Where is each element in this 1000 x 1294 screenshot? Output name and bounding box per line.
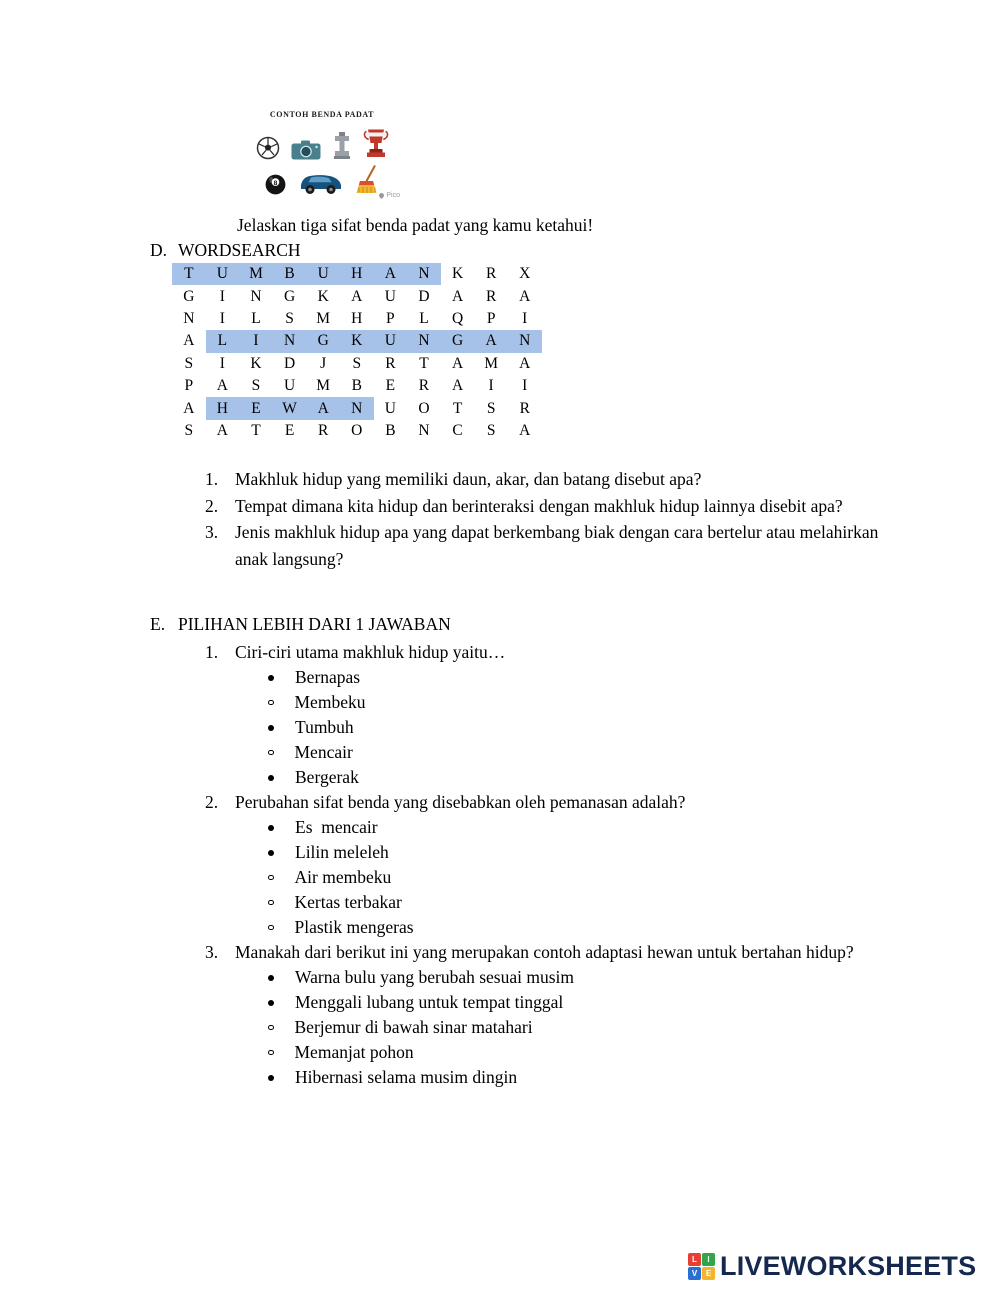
wordsearch-grid — [172, 263, 542, 442]
wordsearch-cell[interactable]: A — [474, 330, 508, 352]
wordsearch-cell[interactable]: L — [251, 309, 261, 327]
watermark-text: Pico — [386, 192, 400, 199]
question-item — [205, 493, 895, 520]
option-label: Lilin meleleh — [295, 842, 389, 862]
wordsearch-cell[interactable]: A — [183, 399, 195, 417]
option-label: Plastik mengeras — [294, 917, 414, 937]
wordsearch-cell[interactable]: B — [351, 377, 362, 395]
wordsearch-cell[interactable]: M — [316, 377, 331, 395]
wordsearch-cell[interactable]: H — [351, 309, 363, 327]
wordsearch-cell[interactable]: I — [522, 309, 528, 327]
wordsearch-row — [172, 397, 542, 419]
open-bullet-icon[interactable] — [268, 900, 274, 906]
choice-option[interactable] — [268, 690, 925, 715]
wordsearch-cell[interactable]: I — [488, 377, 494, 395]
option-label: Hibernasi selama musim dingin — [295, 1067, 518, 1087]
wordsearch-cell[interactable]: R — [519, 399, 530, 417]
wordsearch-cell[interactable]: O — [351, 421, 363, 439]
question-text: Makhluk hidup yang memiliki daun, akar, dan batang disebut apa? — [235, 469, 702, 489]
choice-option[interactable] — [268, 765, 925, 790]
wordsearch-cell[interactable]: W — [273, 397, 307, 419]
wordsearch-cell[interactable]: R — [418, 377, 430, 395]
question-item — [205, 466, 895, 493]
wordsearch-cell[interactable]: O — [418, 399, 430, 417]
brand-name: LIVEWORKSHEETS — [720, 1251, 977, 1281]
wordsearch-cell[interactable]: I — [239, 330, 273, 352]
logo-tile: V — [688, 1267, 701, 1280]
question-number: 1. — [205, 469, 219, 489]
wordsearch-cell[interactable]: T — [452, 399, 463, 417]
wordsearch-cell[interactable]: I — [219, 354, 225, 372]
wordsearch-cell[interactable]: A — [451, 354, 464, 372]
choice-option[interactable] — [268, 1065, 925, 1090]
wordsearch-cell[interactable]: N — [407, 263, 441, 285]
choice-question-row — [205, 640, 925, 665]
logo-tile: L — [688, 1253, 701, 1266]
wordsearch-cell[interactable]: A — [351, 287, 363, 305]
wordsearch-cell[interactable]: S — [352, 354, 362, 372]
choice-option[interactable] — [268, 915, 925, 940]
choice-option[interactable] — [268, 1015, 925, 1040]
wordsearch-cell[interactable]: H — [340, 263, 374, 285]
liveworksheets-logo — [688, 1253, 715, 1280]
choice-question — [205, 790, 925, 940]
wordsearch-cell[interactable]: A — [216, 377, 228, 395]
section-d-label: D. — [150, 240, 168, 260]
wordsearch-cell[interactable]: N — [407, 330, 441, 352]
question-number: 3. — [205, 522, 219, 542]
wordsearch-cell[interactable]: M — [484, 354, 499, 372]
wordsearch-cell[interactable]: U — [384, 399, 396, 417]
filled-bullet-icon[interactable] — [268, 1000, 274, 1006]
wordsearch-cell[interactable]: J — [320, 354, 327, 372]
logo-tile: E — [702, 1267, 715, 1280]
open-bullet-icon[interactable] — [268, 1025, 274, 1031]
section-e-title: PILIHAN LEBIH DARI 1 JAWABAN — [178, 614, 451, 634]
wordsearch-cell[interactable]: A — [183, 332, 195, 350]
choice-option[interactable] — [268, 990, 925, 1015]
choice-option[interactable] — [268, 890, 925, 915]
wordsearch-cell[interactable]: X — [519, 265, 531, 283]
section-d-heading — [150, 240, 301, 261]
wordsearch-cell[interactable]: I — [219, 309, 225, 327]
section-e-heading — [150, 614, 451, 635]
wordsearch-row — [172, 285, 542, 307]
wordsearch-cell[interactable]: B — [273, 263, 307, 285]
section-e-label: E. — [150, 614, 166, 634]
wordsearch-cell[interactable]: L — [419, 309, 429, 327]
billiard-8-ball-icon — [265, 174, 286, 195]
option-label: Tumbuh — [295, 717, 354, 737]
wordsearch-cell[interactable]: C — [452, 421, 463, 439]
wordsearch-cell[interactable]: I — [522, 377, 528, 395]
wordsearch-cell[interactable]: A — [306, 397, 340, 419]
wordsearch-cell[interactable]: N — [508, 330, 542, 352]
wordsearch-cell[interactable]: H — [206, 397, 240, 419]
intro-question: Jelaskan tiga sifat benda padat yang kamu ketahui! — [237, 215, 594, 235]
wordsearch-cell[interactable]: A — [451, 377, 464, 395]
choice-option[interactable] — [268, 815, 925, 840]
wordsearch-cell[interactable]: B — [385, 421, 396, 439]
image-watermark — [379, 192, 400, 199]
open-bullet-icon[interactable] — [268, 1050, 274, 1056]
wordsearch-cell[interactable]: U — [283, 377, 296, 395]
wordsearch-cell[interactable]: N — [250, 287, 262, 305]
wordsearch-cell[interactable]: S — [251, 377, 261, 395]
logo-tile: I — [702, 1253, 715, 1266]
wordsearch-cell[interactable]: R — [318, 421, 329, 439]
filled-bullet-icon[interactable] — [268, 775, 274, 781]
wordsearch-cell[interactable]: A — [519, 287, 531, 305]
filled-bullet-icon[interactable] — [268, 725, 274, 731]
question-number: 2. — [205, 495, 219, 516]
filled-bullet-icon[interactable] — [268, 1075, 274, 1081]
wordsearch-cell[interactable]: N — [183, 309, 195, 327]
wordsearch-cell[interactable]: M — [316, 309, 331, 327]
wordsearch-cell[interactable]: R — [385, 354, 396, 372]
svg-text:8: 8 — [273, 179, 277, 187]
question-item — [205, 519, 895, 572]
wordsearch-cell[interactable]: S — [184, 354, 194, 372]
choice-options — [205, 815, 925, 940]
open-bullet-icon[interactable] — [268, 925, 274, 931]
choice-option[interactable] — [268, 840, 925, 865]
wordsearch-row — [172, 420, 542, 442]
choice-options — [205, 665, 925, 790]
wordsearch-cell[interactable]: U — [306, 263, 340, 285]
wordsearch-cell[interactable]: U — [384, 287, 396, 305]
filled-bullet-icon[interactable] — [268, 850, 274, 856]
option-label: Warna bulu yang berubah sesuai musim — [295, 967, 575, 987]
choice-options — [205, 965, 925, 1090]
wordsearch-cell[interactable]: N — [273, 330, 307, 352]
filled-bullet-icon[interactable] — [268, 675, 274, 681]
open-bullet-icon[interactable] — [268, 700, 274, 706]
wordsearch-row — [172, 263, 542, 285]
footer-brand[interactable] — [688, 1251, 976, 1282]
wordsearch-cell[interactable]: R — [485, 265, 497, 283]
image-caption: CONTOH BENDA PADAT — [269, 110, 375, 119]
pin-icon — [378, 192, 385, 199]
car-icon — [297, 171, 343, 195]
wordsearch-cell[interactable]: T — [419, 354, 429, 372]
wordsearch-cell[interactable]: E — [284, 421, 295, 439]
icon-row-2 — [238, 165, 406, 195]
wordsearch-cell[interactable]: R — [485, 287, 497, 305]
trophy-icon — [363, 128, 389, 160]
wordsearch-cell[interactable]: S — [285, 309, 294, 327]
soccer-ball-icon — [256, 136, 280, 160]
wordsearch-cell[interactable]: A — [374, 263, 408, 285]
wordsearch-row — [172, 308, 542, 330]
wordsearch-cell[interactable]: K — [250, 354, 262, 372]
wordsearch-row — [172, 375, 542, 397]
wordsearch-cell[interactable]: G — [283, 287, 296, 305]
clamp-icon — [332, 132, 352, 160]
choice-question-text: Perubahan sifat benda yang disebabkan oleh pemanasan adalah? — [235, 792, 686, 812]
choice-question-row — [205, 790, 925, 815]
wordsearch-cell[interactable]: G — [441, 330, 475, 352]
wordsearch-cell[interactable]: G — [183, 287, 195, 305]
option-label: Kertas terbakar — [294, 892, 402, 912]
wordsearch-cell[interactable]: G — [306, 330, 340, 352]
choice-question-text: Ciri-ciri utama makhluk hidup yaitu… — [235, 642, 506, 662]
wordsearch-cell[interactable]: S — [486, 421, 496, 439]
wordsearch-cell[interactable]: S — [184, 421, 194, 439]
choice-option[interactable] — [268, 965, 925, 990]
icon-row-1 — [238, 128, 406, 160]
option-label: Memanjat pohon — [294, 1042, 414, 1062]
wordsearch-row — [172, 353, 542, 375]
wordsearch-cell[interactable]: K — [451, 265, 464, 283]
wordsearch-cell[interactable]: T — [251, 421, 261, 439]
camera-icon — [291, 140, 321, 160]
option-label: Membeku — [294, 692, 366, 712]
wordsearch-cell[interactable]: E — [239, 397, 273, 419]
wordsearch-cell[interactable]: I — [219, 287, 225, 305]
wordsearch-cell[interactable]: P — [184, 377, 194, 395]
wordsearch-cell[interactable]: N — [418, 421, 430, 439]
option-label: Menggali lubang untuk tempat tinggal — [295, 992, 564, 1012]
option-label: Bergerak — [295, 767, 359, 787]
wordsearch-cell[interactable]: D — [283, 354, 296, 372]
open-bullet-icon[interactable] — [268, 875, 274, 881]
filled-bullet-icon[interactable] — [268, 975, 274, 981]
option-label: Air membeku — [294, 867, 392, 887]
choice-option[interactable] — [268, 865, 925, 890]
wordsearch-cell[interactable]: P — [486, 309, 496, 327]
wordsearch-cell[interactable]: A — [216, 421, 228, 439]
choice-question-number: 3. — [205, 942, 219, 962]
filled-bullet-icon[interactable] — [268, 825, 274, 831]
wordsearch-questions — [205, 466, 895, 572]
wordsearch-cell[interactable]: M — [239, 263, 273, 285]
choice-question-number: 1. — [205, 642, 219, 662]
choice-option[interactable] — [268, 665, 925, 690]
choice-option[interactable] — [268, 1040, 925, 1065]
choice-option[interactable] — [268, 740, 925, 765]
wordsearch-cell[interactable]: U — [206, 263, 240, 285]
choice-question-row — [205, 940, 925, 965]
wordsearch-row — [172, 330, 542, 352]
option-label: Mencair — [294, 742, 353, 762]
question-text: Jenis makhluk hidup apa yang dapat berkembang biak dengan cara bertelur atau melahirkan anak langsung? — [235, 522, 879, 569]
solid-objects-image — [238, 110, 406, 199]
choice-question-text: Manakah dari berikut ini yang merupakan contoh adaptasi hewan untuk bertahan hidup? — [235, 942, 854, 962]
wordsearch-cell[interactable]: D — [418, 287, 430, 305]
wordsearch-cell[interactable]: A — [519, 354, 531, 372]
question-text: Tempat dimana kita hidup dan berinteraksi dengan makhluk hidup lainnya disebit apa? — [235, 495, 843, 516]
choice-question — [205, 640, 925, 790]
wordsearch-cell[interactable]: K — [317, 287, 329, 305]
mop-icon — [354, 165, 380, 195]
choice-questions — [205, 640, 925, 1090]
open-bullet-icon[interactable] — [268, 750, 274, 756]
wordsearch-cell[interactable]: A — [451, 287, 464, 305]
wordsearch-cell[interactable]: Q — [451, 309, 464, 327]
wordsearch-cell[interactable]: N — [340, 397, 374, 419]
choice-question-number: 2. — [205, 792, 219, 812]
option-label: Bernapas — [295, 667, 361, 687]
option-label: Es mencair — [295, 817, 378, 837]
wordsearch-cell[interactable]: U — [374, 330, 408, 352]
section-d-title: WORDSEARCH — [178, 240, 301, 260]
option-label: Berjemur di bawah sinar matahari — [294, 1017, 533, 1037]
wordsearch-cell[interactable]: K — [340, 330, 374, 352]
wordsearch-cell[interactable]: T — [172, 263, 206, 285]
wordsearch-cell[interactable]: L — [206, 330, 240, 352]
wordsearch-cell[interactable]: S — [486, 399, 496, 417]
wordsearch-cell[interactable]: P — [386, 309, 395, 327]
wordsearch-cell[interactable]: A — [519, 421, 531, 439]
wordsearch-cell[interactable]: E — [385, 377, 396, 395]
choice-option[interactable] — [268, 715, 925, 740]
choice-question — [205, 940, 925, 1090]
